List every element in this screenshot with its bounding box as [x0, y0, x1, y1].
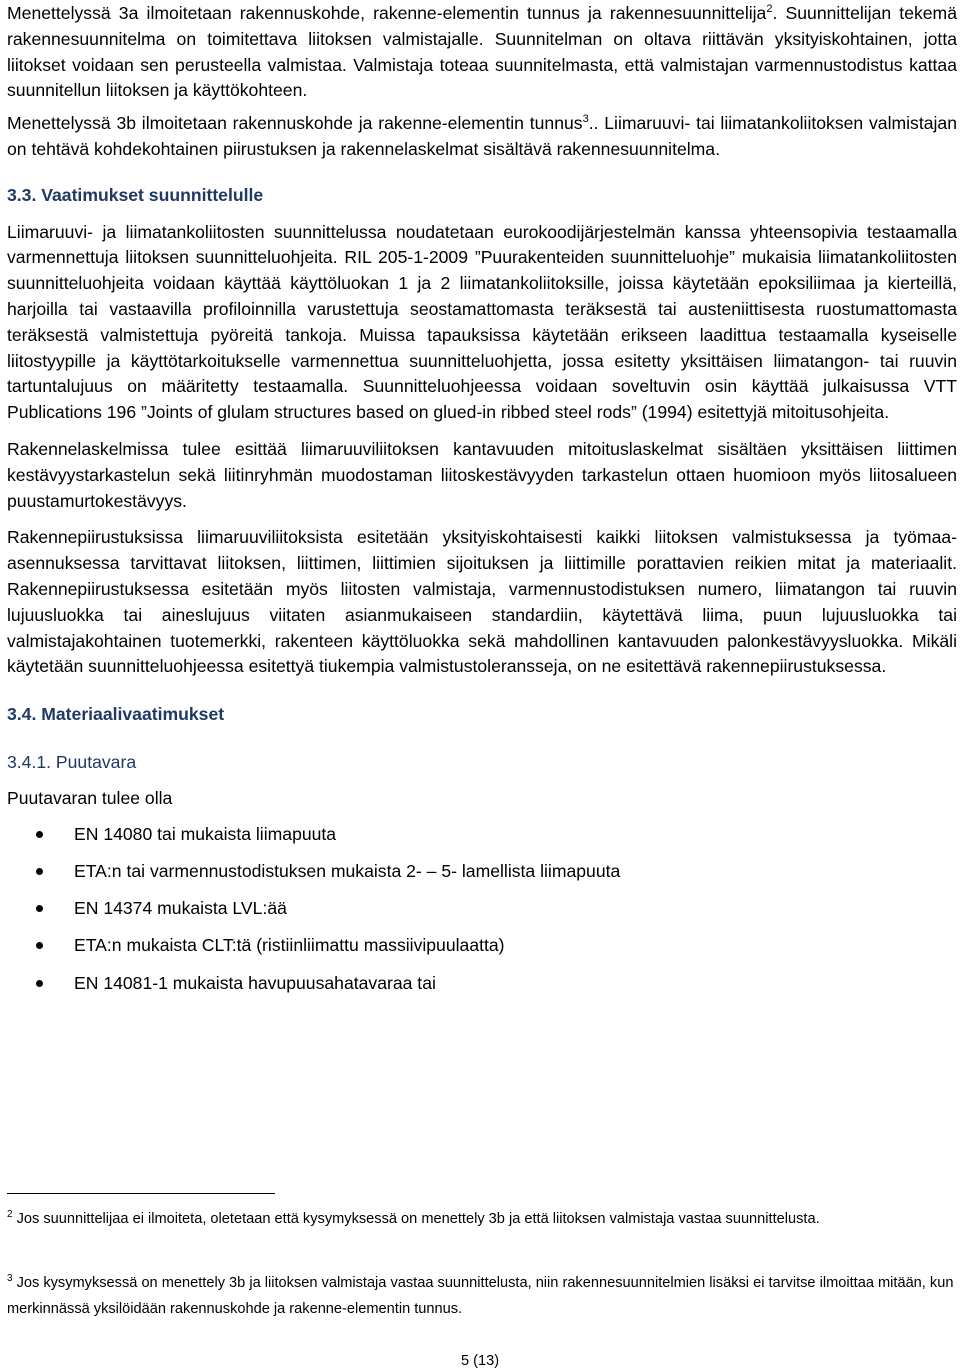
list-item [7, 971, 957, 997]
list-item-text: ETA:n tai varmennustodistuksen mukaista 2- – 5- lamellista liimapuuta [74, 860, 621, 881]
paragraph-text: Menettelyssä 3b ilmoitetaan rakennuskohde ja rakenne-elementin tunnus [7, 113, 583, 134]
list-item [7, 822, 957, 848]
bullet-icon [36, 905, 43, 912]
subsection-heading-timber: 3.4.1. Puutavara [7, 751, 137, 772]
footnote-reference-3[interactable]: 3 [582, 113, 589, 126]
paragraph-menettely-3b [7, 111, 957, 163]
list-item-text: EN 14374 mukaista LVL:ää [74, 898, 287, 919]
footnote-text: Jos suunnittelijaa ei ilmoiteta, oletetaan että kysymyksessä on menettely 3b ja että liitoksen valmistaja vastaa suunnittelusta. [16, 1211, 820, 1227]
list-item [7, 933, 957, 959]
list-item-text: EN 14080 tai mukaista liimapuuta [74, 823, 337, 844]
paragraph-structural-calculations: Rakennelaskelmissa tulee esittää liimaruuviliitoksen kantavuuden mitoituslaskelmat sisältäen yksittäisen liittimen kestävyystarkastelun sekä liitinryhmän muodostaman liitoskestävyyden tarkastelun ottaen huomioon myös liitosalueen puustamurtokestävyys. [7, 438, 957, 511]
bullet-icon [36, 868, 43, 875]
bullet-icon [36, 942, 43, 949]
list-lead-text: Puutavaran tulee olla [7, 787, 173, 808]
list-item-text: EN 14081-1 mukaista havupuusahatavaraa tai [74, 972, 436, 993]
section-heading-requirements: 3.3. Vaatimukset suunnittelulle [7, 184, 264, 205]
footnote-3 [7, 1270, 957, 1322]
section-heading-materials: 3.4. Materiaalivaatimukset [7, 704, 225, 725]
footnote-reference-2[interactable]: 2 [766, 3, 773, 16]
footnote-number: 3 [7, 1273, 13, 1285]
page-number: 5 (13) [460, 1353, 500, 1369]
bullet-icon [36, 831, 43, 838]
footnote-2 [7, 1206, 957, 1232]
list-item [7, 896, 957, 922]
footnote-text: Jos kysymyksessä on menettely 3b ja liitoksen valmistaja vastaa suunnittelusta, niin rakennesuunnitelmien lisäksi ei tarvitse ilmoittaa mitään, kun merkinnässä yksilöidään rakennuskohde ja rakenne-elementin tunnus. [7, 1275, 954, 1317]
document-page [7, 0, 957, 1008]
paragraph-menettely-3a [7, 1, 957, 104]
list-item [7, 859, 957, 885]
footnote-separator [7, 1193, 275, 1194]
paragraph-text: Menettelyssä 3a ilmoitetaan rakennuskohde, rakenne-elementin tunnus ja rakennesuunnittelija [7, 3, 767, 23]
paragraph-structural-drawings: Rakennepiirustuksissa liimaruuviliitoksista esitetään yksityiskohtaisesti kaikki liitoksen valmistuksessa ja työmaa-asennuksessa tarvittavat liitoksen, liittimen, liittimien sijoituksen ja liittimille porattavien reikien mitat ja materiaalit. Rakennepiirustuksessa esitetään myös liitosten valmistaja, varmennustodistuksen numero, liimatangon tai ruuvin lujuusluokka tai aineslujuus viitaten asianmukaiseen standardiin, käytettävä liima, puun lujuusluokka tai valmistajakohtainen tuotemerkki, rakenteen käyttöluokka sekä mahdollinen kantavuuden palonkestävyysluokka. Mikäli käytetään suunnitteluohjeessa esitettyä tiukempia valmistustoleransseja, on ne esitettävä rakennepiirustuksessa. [7, 527, 957, 677]
paragraph-text-continued: .. Liimaruuvi- tai liimatankoliitoksen valmistajan on tehtävä kohdekohtainen piirustuksen ja rakennelaskelmat sisältävä rakennesuunnitelma. [7, 113, 957, 159]
paragraph-text-continued: . Suunnittelijan tekemä rakennesuunnitelma on toimitettava liitoksen valmistajalle. Suunnitelman on oltava riittävän yksityiskohtainen, jotta liitokset voidaan sen perusteella valmistaa. Valmistaja toteaa suunnitelmasta, että valmistajan varmennustodistus kattaa suunnitellun liitoksen ja käyttökohteen. [7, 3, 958, 101]
paragraph-design-guidelines: Liimaruuvi- ja liimatankoliitosten suunnittelussa noudatetaan eurokoodijärjestelmän kanssa yhteensopivia testaamalla varmennettuja liitoksen suunnitteluohjeita. RIL 205-1-2009 ”Puurakenteiden suunnitteluohje” mukaisia liimatankoliitosten suunnitteluohjeita voidaan käyttää käyttöluokan 1 ja 2 liimatankoliitoksille, joissa käytetään epoksiliimaa ja kierteillä, harjoilla tai vastaavilla profiloinnilla varustettuja seostamattomasta teräksestä tai austeniittisesta ruostumattomasta teräksestä valmistettuja pyöreitä tankoja. Muissa tapauksissa käytetään erikseen laadittua testaamalla kyseiselle liitostyypille ja käyttötarkoitukselle varmennettua suunnitteluohjetta, jossa esitetty yksittäisen liimatangon- tai ruuvin tartuntalujuus on määritetty testaamalla. Suunnitteluohjeessa voidaan soveltuvin osin käyttää julkaisussa VTT Publications 196 ”Joints of glulam structures based on glued-in ribbed steel rods” (1994) esitettyjä mitoitusohjeita. [7, 221, 957, 423]
bullet-icon [36, 980, 43, 987]
list-item-text: ETA:n mukaista CLT:tä (ristiinliimattu massiivipuulaatta) [74, 935, 505, 956]
footnote-number: 2 [7, 1209, 13, 1221]
timber-requirements-list [7, 822, 957, 997]
